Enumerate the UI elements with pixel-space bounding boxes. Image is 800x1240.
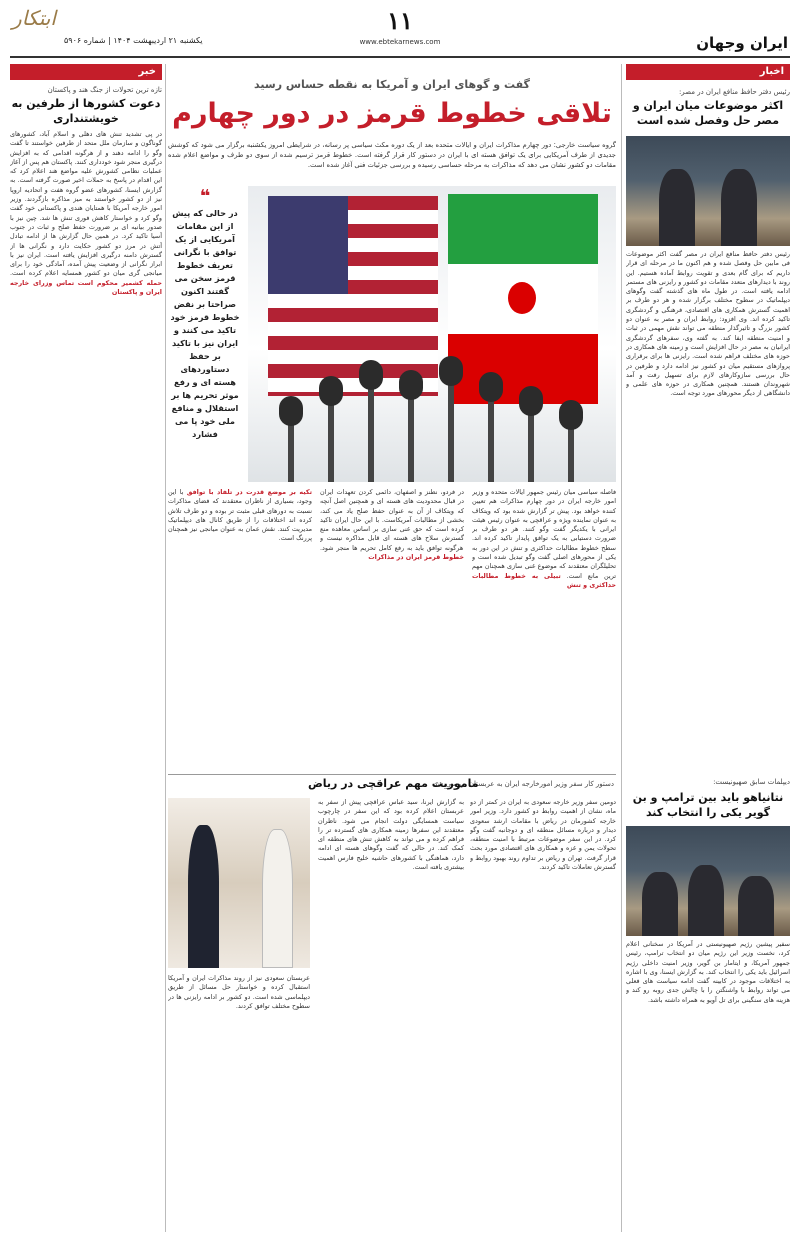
second-story-headline[interactable]: ماموریت مهم عراقچی در ریاض <box>308 777 479 790</box>
news-column-left <box>10 64 162 1232</box>
main-kicker: گفت و گوهای ایران و آمریکا به نقطه حساس رسید <box>254 78 530 91</box>
subhead: حمله کشمیر محکوم است <box>77 278 162 287</box>
page-number: ۱۱ <box>387 6 413 35</box>
diplomats-photo <box>168 798 310 968</box>
story-headline[interactable]: دعوت کشورها از طرفین به خویشتنداری <box>11 97 161 125</box>
story-photo <box>626 826 790 936</box>
news-tag: اخبار <box>626 64 790 80</box>
body-column: فاصله سیاسی میان رئیس جمهور ایالات متحده و وزیر امور خارجه ایران در دور چهارم مذاکرات هم تعیین کننده خواهد بود. پیش تر گزارش شده بود که ویتکاف به عنوان نماینده ویژه و عراقچی به عنوان رئیس هیئت ایرانی با یکدیگر گفت وگو کنند. هر دو طرف بر ضرورت دستیابی به یک توافق پایدار تاکید کرده اند. سطح خطوط مطالبات حداکثری و تنش در این دور به یکی از محورهای اصلی گفت وگو تبدیل شده است و تحلیلگران معتقدند که موضوع غنی سازی همچنان مهم ترین مانع است. تبیلی به خطوط مطالبات حداکثری و تنش <box>472 488 616 589</box>
subhead: تماس وزرای خارجه ایران و پاکستان <box>10 278 162 297</box>
body-column: تکیه بر موضع قدرت در تلفاد با توافق با این وجود، بسیاری از ناظران معتقدند که فضای مذاکرات نسبت به دورهای قبلی مثبت تر بوده و دو طرف تلاش کرده اند اختلافات را از طریق کانال های دیپلماتیک مدیریت کنند. نقش عمان به عنوان میانجی نیز همچنان پررنگ است. <box>168 488 312 543</box>
main-story <box>168 64 616 1232</box>
page-header <box>0 0 800 64</box>
second-story-kicker: دستور کار سفر وزیر امورخارجه ایران به عربستان بررسی شد <box>433 780 614 788</box>
main-body-columns <box>168 488 616 768</box>
section-title: ایران وجهان <box>696 34 788 52</box>
quote-icon: ❝ <box>199 186 211 207</box>
newspaper-logo: ابتکار <box>12 6 56 30</box>
second-story-header <box>168 774 616 794</box>
story-body: در پی تشدید تنش های دهلی و اسلام آباد، کشورهای گوناگون و سازمان ملل متحد از طرفین خواستند تا گفت وگو را ادامه دهند و از هرگونه اقدامی که به افزایش درگیری منجر شود خودداری کنند. پاکستان هم پس از آغاز عملیات نظامی کشورش علیه مواضع هند اعلام کرد که این اقدام در پاسخ به حملات اخیر صورت گرفته است. به گزارش ایسنا، کشورهای عضو گروه هفت و اتحادیه اروپا نیز از دو کشور خواستند به میز مذاکره بازگردند. وزیر امور خارجه آمریکا با همتایان هندی و پاکستانی خود گفت وگو کرد و خواستار کاهش فوری تنش ها شد. چین نیز با صدور بیانیه ای بر ضرورت حفظ صلح و ثبات در جنوب آسیا تاکید کرد. در همین حال گزارش ها از ادامه تبادل آتش در مرز دو کشور حکایت دارد و نگرانی ها از گسترش دامنه درگیری افزایش یافته است. ایران نیز با ابراز نگرانی از وضعیت پیش آمده، آمادگی خود را برای میانجی گری میان دو کشور همسایه اعلام کرده است. حمله کشمیر محکوم است تماس وزرای خارجه ایران و پاکستان <box>10 130 162 297</box>
second-story-body: دومین سفر وزیر خارجه سعودی به ایران در کمتر از دو ماه، نشان از اهمیت روابط دو کشور دارد. وزیر امور خارجه کشورمان در ریاض با مقامات ارشد سعودی دیدار و درباره مسائل منطقه ای و دوجانبه گفت وگو کرد. در این سفر موضوعات مرتبط با امنیت منطقه، تحولات یمن و غزه و همکاری های اقتصادی مورد بحث قرار گرفت. تهران و ریاض بر تداوم روند بهبود روابط و گسترش تعاملات تاکید کردند. <box>470 798 616 872</box>
column-divider <box>165 64 166 1232</box>
microphones <box>248 352 616 482</box>
story-body: سفیر پیشین رژیم صهیونیستی در آمریکا در سخنانی اعلام کرد، نخست وزیر این رژیم میان دو انتخاب ترامپ، رئیس جمهور آمریکا، و ایتامار بن گویر، وزیر امنیت داخلی رژیم اسرائیل باید یکی را انتخاب کند. به گزارش ایسنا، وی با اشاره به اختلافات موجود در کابینه گفت ادامه سیاست های فعلی می تواند روابط با واشنگتن را با چالش جدی روبه رو کند و هزینه های سنگینی برای تل آویو به همراه داشته باشد. <box>626 940 790 1004</box>
story-photo <box>626 136 790 246</box>
main-lead: گروه سیاست خارجی: دور چهارم مذاکرات ایران و ایالات متحده بعد از یک دوره مکث سیاسی پر رسانه، در شرایطی امروز یکشنبه برگزار می شود که کوشش جدیدی از طرف آمریکایی برای یک توافق هسته ای با ایران در دستور کار قرار گرفته است. خطوط قرمز ترسیم شده از سوی دو طرف و مواضع اعلام شده مقامات دو کشور نشان می دهد که مذاکرات به مرحله حساسی رسیده و بررسی جزئیات فنی آغاز شده است. <box>168 141 616 169</box>
main-headline[interactable]: تلاقی خطوط قرمز در دور چهارم <box>172 98 612 129</box>
story-kicker: رئیس دفتر حافظ منافع ایران در مصر: <box>678 88 790 96</box>
subhead: تکیه بر موضع قدرت در تلفاد با توافق <box>186 488 312 496</box>
news-column-right <box>626 64 790 1232</box>
second-story-body: به گزارش ایرنا، سید عباس عراقچی پیش از سفر به عربستان اعلام کرده بود که این سفر در چارچوب سیاست همسایگی دولت انجام می شود. ناظران معتقدند این سفرها زمینه همکاری های گسترده تر را فراهم کرده و می تواند به کاهش تنش های منطقه ای کمک کند. در حالی که گفت وگوهای هسته ای ادامه دارد، هماهنگی با کشورهای حاشیه خلیج فارس اهمیت بیشتری یافته است. <box>318 798 464 872</box>
story-headline[interactable]: نتانیاهو باید بین ترامپ و بن گویر یکی را انتخاب کند <box>632 791 784 819</box>
story-kicker: دیپلمات سابق صهیونیست: <box>713 778 790 786</box>
column-divider <box>621 64 622 1232</box>
pull-quote <box>168 186 242 482</box>
story-body: رئیس دفتر حافظ منافع ایران در مصر گفت اکثر موضوعات فی مابین حل وفصل شده و هم اکنون ما در مرحله ای قرار داریم که برای گام بعدی و تقویت روابط آماده هستیم. این روند با دیدارهای متعدد مقامات دو کشور و رایزنی های مستمر ادامه یافته است. در طول ماه های گذشته گفت وگوهای دیپلماتیک در سطوح مختلف برگزار شده و هر دو طرف بر اهمیت گسترش همکاری های اقتصادی، فرهنگی و گردشگری تاکید کرده اند. وی افزود: روابط ایران و مصر به عنوان دو کشور بزرگ و تاثیرگذار منطقه می تواند نقش مهمی در ثبات و امنیت منطقه ایفا کند. به گفته وی، سفرهای گردشگری ایرانیان به مصر در حال افزایش است و زمینه های همکاری در حوزه های مختلف فراهم شده است. رایزنی ها برای برقراری پروازهای مستقیم میان دو کشور نیز ادامه دارد و طرفین در حال بررسی سازوکارهای لازم برای تسهیل رفت و آمد شهروندان هستند. همچنین همکاری در حوزه های علمی و دانشگاهی از دیگر محورهای مورد توجه است. <box>626 250 790 398</box>
subhead: تبیلی به خطوط مطالبات حداکثری و تنش <box>472 571 616 589</box>
subhead: خطوط قرمز ایران در مذاکرات <box>368 553 464 562</box>
body-column: در فردو، نطنز و اصفهان، دائمی کردن تعهدات ایران در قبال محدودیت های هسته ای و همچنین اصل آنچه که ویتکاف از آن به عنوان حفظ صلح یاد می کند، بخشی از مطالبات آمریکاست. با این حال ایران تاکید کرده است که حق غنی سازی بر اساس معاهده منع گسترش سلاح های هسته ای قابل مذاکره نیست و هرگونه توافق باید به رفع کامل تحریم ها منجر شود. خطوط قرمز ایران در مذاکرات <box>320 488 464 562</box>
issue-date: یکشنبه ۲۱ اردیبهشت ۱۴۰۴ | شماره ۵۹۰۶ <box>64 36 203 45</box>
second-story-body: عربستان سعودی نیز از روند مذاکرات ایران و آمریکا استقبال کرده و خواستار حل مسائل از طریق دیپلماسی شده است. دو کشور بر ادامه رایزنی ها در سطوح مختلف توافق کردند. <box>168 974 310 1010</box>
header-rule <box>10 56 790 58</box>
second-story <box>168 798 616 1232</box>
story-headline[interactable]: اکثر موضوعات میان ایران و مصر حل وفصل شده است <box>632 99 784 127</box>
flags-microphones-photo <box>248 186 616 482</box>
website-url[interactable]: www.ebtekarnews.com <box>359 38 441 46</box>
pull-quote-text: در حالی که پیش از این مقامات آمریکایی از یک توافق با نگرانی تعریف خطوط قرمز سخن می گفتند اکنون صراحتا بر نقض خطوط قرمز خود تاکید می کنند و ایران نیز با تاکید بر حفظ دستاوردهای هسته ای و رفع موثر تحریم ها بر استقلال و منافع ملی خود پا می فشارد <box>170 208 240 439</box>
story-kicker: تازه ترین تحولات از جنگ هند و پاکستان <box>47 86 162 94</box>
news-tag: خبر <box>10 64 162 80</box>
